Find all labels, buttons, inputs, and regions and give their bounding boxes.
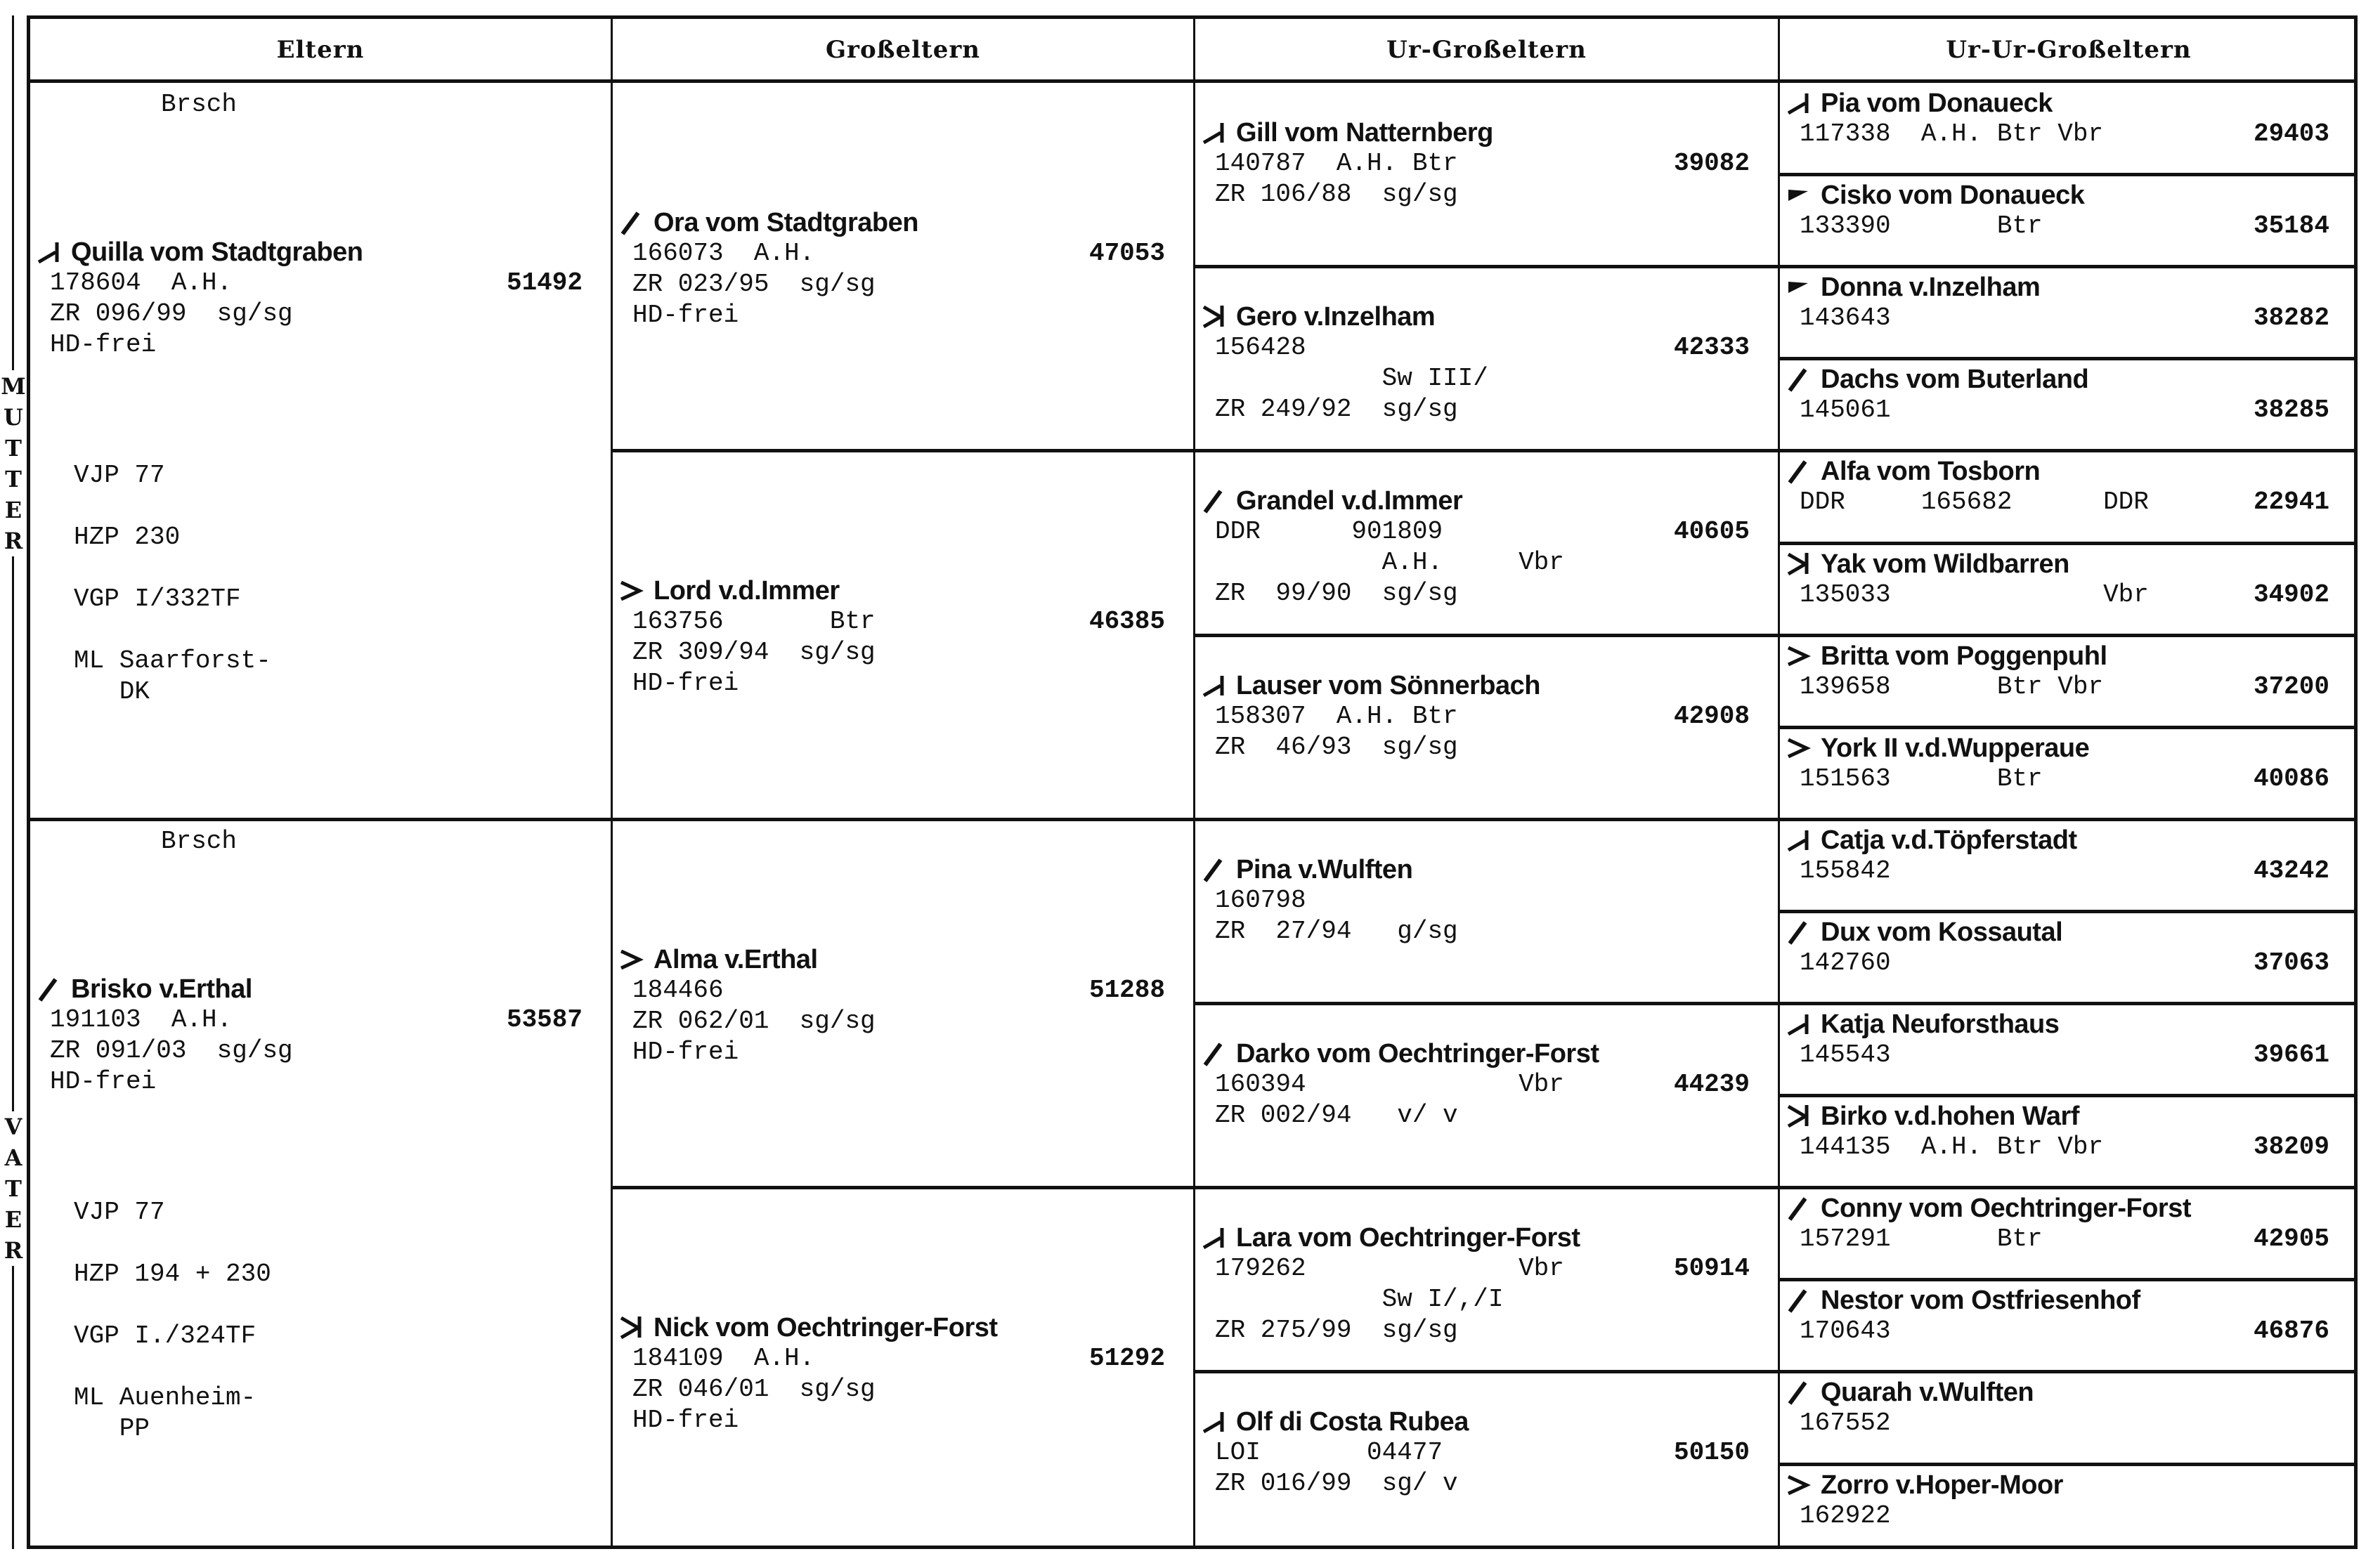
achievement: ML Saarforst- xyxy=(74,646,271,675)
dog-name-row xyxy=(1800,733,2329,764)
side-letter: E xyxy=(4,1206,22,1233)
detail-line xyxy=(1215,1499,1750,1530)
chevron-bar-icon xyxy=(1784,550,1816,578)
registration-text: 157291 Btr xyxy=(1800,1224,2043,1254)
dog-name-row xyxy=(1215,485,1750,516)
great-grandparent-cell xyxy=(1195,81,1778,265)
color-label: Brsch xyxy=(161,826,238,856)
registration-line xyxy=(1800,856,2329,887)
great-great-grandparent-cell xyxy=(1780,818,2358,910)
header-parents: Eltern xyxy=(276,36,365,64)
dog-name: Lauser vom Sönnerbach xyxy=(1236,670,1540,700)
stud-number: 46385 xyxy=(1088,607,1165,636)
slash-icon xyxy=(1784,457,1816,485)
chevron-icon xyxy=(1784,1471,1816,1499)
detail-line: A.H. Vbr xyxy=(1215,548,1564,577)
dog-entry xyxy=(1780,180,2358,242)
pedigree-table xyxy=(27,15,2358,1549)
dog-name: Quilla vom Stadtgraben xyxy=(71,237,363,267)
great-great-grandparent-cell xyxy=(1780,542,2358,634)
registration-line xyxy=(1800,672,2329,703)
detail-line: HD-frei xyxy=(50,330,157,359)
dog-name: Donna v.Inzelham xyxy=(1821,273,2041,303)
registration-line xyxy=(1215,1253,1750,1284)
dog-name-row xyxy=(1800,364,2329,395)
dog-entry xyxy=(1780,1285,2358,1347)
detail-line: ZR 46/93 sg/sg xyxy=(1215,732,1458,762)
registration-text: 162922 xyxy=(1800,1501,1891,1530)
slash-icon xyxy=(1784,1378,1816,1406)
dog-name-row xyxy=(1215,117,1750,148)
registration-line xyxy=(1800,1224,2329,1255)
stud-number: 37063 xyxy=(2253,948,2329,977)
registration-line xyxy=(1800,487,2329,518)
slash-bar-icon xyxy=(1199,119,1232,147)
stud-number: 39661 xyxy=(2253,1040,2329,1069)
registration-text: 184466 xyxy=(632,975,724,1005)
slash-icon xyxy=(1784,1286,1816,1314)
detail-line: ZR 27/94 g/sg xyxy=(1215,916,1458,946)
chevron-bar-icon xyxy=(1199,303,1232,331)
stud-number: 50150 xyxy=(1673,1438,1750,1468)
grandparent-cell xyxy=(613,81,1193,449)
stud-number: 38209 xyxy=(2253,1132,2329,1162)
registration-text: 184109 A.H. xyxy=(632,1344,815,1373)
dog-entry xyxy=(1780,1377,2358,1439)
stud-number: 37200 xyxy=(2253,672,2329,701)
registration-line xyxy=(1800,1408,2329,1439)
stud-number: 34902 xyxy=(2253,580,2329,609)
dog-entry xyxy=(613,1312,1193,1436)
great-great-grandparent-cell xyxy=(1780,1278,2358,1370)
detail-line: Sw III/ xyxy=(1215,364,1488,393)
header-grandparents: Großeltern xyxy=(826,36,980,64)
achievement: VGP I./324TF xyxy=(74,1321,256,1350)
dog-name-row xyxy=(1215,670,1750,701)
registration-line xyxy=(1800,395,2329,426)
registration-line xyxy=(1215,701,1750,732)
achievement: VJP 77 xyxy=(74,1197,165,1227)
dog-name-row xyxy=(1800,180,2329,211)
great-great-grandparent-cell xyxy=(1780,265,2358,357)
dog-entry xyxy=(1780,641,2358,703)
stud-number: 50914 xyxy=(1673,1254,1750,1283)
registration-text: 133390 Btr xyxy=(1800,211,2043,241)
great-great-grandparent-cell xyxy=(1780,1370,2358,1462)
achievement: ML Auenheim- xyxy=(74,1383,256,1412)
dog-entry xyxy=(1195,1038,1778,1162)
side-letter: U xyxy=(4,404,23,431)
dog-entry xyxy=(1780,917,2358,979)
detail-line xyxy=(1215,1131,1750,1162)
great-great-grandparent-cell xyxy=(1780,634,2358,726)
great-grandparent-cell xyxy=(1195,634,1778,818)
dog-name-row xyxy=(1800,549,2329,580)
dog-name-row xyxy=(632,944,1165,975)
stud-number: 42333 xyxy=(1673,333,1750,362)
registration-text: 163756 Btr xyxy=(632,607,876,636)
chevron-icon xyxy=(617,577,649,605)
registration-line xyxy=(1215,148,1750,179)
dog-name: Nestor vom Ostfriesenhof xyxy=(1821,1286,2140,1316)
grandparent-cell xyxy=(613,1186,1193,1554)
dog-name: Britta vom Poggenpuhl xyxy=(1821,641,2107,671)
stud-number: 46876 xyxy=(2253,1317,2329,1346)
detail-line: ZR 046/01 sg/sg xyxy=(632,1375,876,1404)
registration-line xyxy=(1215,516,1750,547)
detail-line: ZR 106/88 sg/sg xyxy=(1215,180,1458,209)
dog-entry xyxy=(1780,456,2358,518)
stud-number: 39082 xyxy=(1673,149,1750,178)
dog-entry xyxy=(1195,670,1778,794)
stud-number: 53587 xyxy=(506,1005,583,1034)
side-letter: R xyxy=(4,1237,23,1264)
detail-line: HD-frei xyxy=(632,669,739,698)
dog-name-row xyxy=(1215,1222,1750,1253)
detail-line: ZR 002/94 v/ v xyxy=(1215,1101,1458,1130)
detail-line: ZR 309/94 sg/sg xyxy=(632,638,876,667)
dog-entry xyxy=(1780,1009,2358,1071)
registration-text: 156428 xyxy=(1215,333,1306,362)
dog-entry xyxy=(1780,1470,2358,1531)
registration-line xyxy=(632,1343,1165,1374)
slash-bar-icon xyxy=(1199,672,1232,700)
registration-line xyxy=(1215,1437,1750,1468)
dog-name-row xyxy=(1800,1193,2329,1224)
dog-name: Birko v.d.hohen Warf xyxy=(1821,1102,2079,1132)
registration-text: 179262 Vbr xyxy=(1215,1254,1564,1283)
dog-name-row xyxy=(632,575,1165,606)
detail-line: ZR 062/01 sg/sg xyxy=(632,1006,876,1035)
dog-entry xyxy=(1195,1222,1778,1346)
dog-entry xyxy=(1195,301,1778,425)
registration-text: 117338 A.H. Btr Vbr xyxy=(1800,119,2104,148)
dog-name: Catja v.d.Töpferstadt xyxy=(1821,825,2077,855)
dog-entry xyxy=(1780,733,2358,795)
achievement: HZP 230 xyxy=(74,523,181,551)
dog-name-row xyxy=(1215,301,1750,332)
stud-number: 38285 xyxy=(2253,396,2329,425)
dog-entry xyxy=(1195,117,1778,241)
detail-line: ZR 091/03 sg/sg xyxy=(50,1035,293,1065)
registration-line xyxy=(1800,211,2329,242)
registration-text: 155842 xyxy=(1800,856,1891,885)
side-letter: T xyxy=(5,466,22,492)
slash-bar-icon xyxy=(1784,89,1816,117)
dog-name-row xyxy=(1800,456,2329,487)
detail-line: ZR 016/99 sg/ v xyxy=(1215,1469,1458,1498)
side-rule xyxy=(12,15,14,370)
registration-text: 140787 A.H. Btr xyxy=(1215,149,1458,178)
registration-line xyxy=(50,268,583,299)
stud-number: 40086 xyxy=(2253,764,2329,793)
registration-text: 170643 xyxy=(1800,1317,1891,1346)
dog-name: Ora vom Stadtgraben xyxy=(654,208,918,237)
registration-text: 143643 xyxy=(1800,303,1891,333)
registration-line xyxy=(1800,303,2329,334)
stud-number: 42908 xyxy=(1673,701,1750,731)
dog-name: Conny vom Oechtringer-Forst xyxy=(1821,1194,2191,1224)
great-great-grandparent-cell xyxy=(1780,173,2358,265)
dog-entry xyxy=(613,575,1193,699)
parent-cell-mother xyxy=(30,81,611,818)
dog-name-row xyxy=(1215,854,1750,885)
great-great-grandparent-cell xyxy=(1780,81,2358,173)
dog-entry xyxy=(1780,549,2358,610)
side-letter: M xyxy=(1,373,26,400)
dog-name: Yak vom Wildbarren xyxy=(1821,549,2069,579)
dog-entry xyxy=(613,207,1193,331)
dog-name-row xyxy=(1800,1470,2329,1501)
stud-number: 51288 xyxy=(1088,975,1165,1005)
dog-entry xyxy=(30,974,611,1097)
great-great-grandparent-cell xyxy=(1780,726,2358,818)
parent-cell-father xyxy=(30,818,611,1555)
registration-text: DDR 901809 xyxy=(1215,517,1443,547)
great-great-grandparent-cell xyxy=(1780,357,2358,449)
registration-line xyxy=(1800,1316,2329,1347)
slash-bar-icon xyxy=(1199,1408,1232,1436)
registration-text: 139658 Btr Vbr xyxy=(1800,672,2104,701)
stud-number: 22941 xyxy=(2253,488,2329,517)
dog-name-row xyxy=(1800,1101,2329,1132)
dog-entry xyxy=(1780,825,2358,887)
slash-bar-icon xyxy=(34,238,67,266)
registration-text: DDR 165682 DDR xyxy=(1800,488,2149,517)
registration-line xyxy=(632,606,1165,637)
dog-name: York II v.d.Wupperaue xyxy=(1821,733,2090,763)
dog-name-row xyxy=(1800,917,2329,948)
registration-text: 145543 xyxy=(1800,1040,1891,1069)
registration-text: 166073 A.H. xyxy=(632,239,815,268)
registration-line xyxy=(1215,1069,1750,1100)
dog-name-row xyxy=(632,1312,1165,1343)
slash-icon xyxy=(1784,918,1816,946)
dog-name: Zorro v.Hoper-Moor xyxy=(1821,1470,2063,1500)
stud-number: 29403 xyxy=(2253,119,2329,148)
dog-name: Darko vom Oechtringer-Forst xyxy=(1236,1039,1599,1069)
stud-number: 38282 xyxy=(2253,303,2329,333)
side-letter: T xyxy=(5,435,22,462)
registration-text: 135033 Vbr xyxy=(1800,580,2149,609)
registration-text: 145061 xyxy=(1800,396,1891,425)
dog-name-row xyxy=(1800,272,2329,303)
detail-line: HD-frei xyxy=(632,1037,739,1066)
dog-entry xyxy=(1780,272,2358,334)
registration-line xyxy=(1800,948,2329,979)
registration-line xyxy=(1215,885,1750,916)
dog-entry xyxy=(30,237,611,360)
side-letter: R xyxy=(4,528,23,554)
detail-line: HD-frei xyxy=(50,1066,157,1096)
stud-number: 42905 xyxy=(2253,1224,2329,1254)
dog-name: Lord v.d.Immer xyxy=(654,576,840,606)
stud-number: 43242 xyxy=(2253,856,2329,885)
dog-name: Gill vom Natternberg xyxy=(1236,118,1493,148)
chevron-icon xyxy=(1784,642,1816,670)
slash-icon xyxy=(1199,1040,1232,1068)
dog-name-row xyxy=(1215,1038,1750,1069)
dog-name: Alfa vom Tosborn xyxy=(1821,457,2041,487)
registration-line xyxy=(1800,764,2329,795)
dog-name: Alma v.Erthal xyxy=(654,944,818,974)
chevron-bar-icon xyxy=(617,1314,649,1342)
side-letter: T xyxy=(5,1175,22,1202)
registration-text: 167552 xyxy=(1800,1409,1891,1438)
achievement: VJP 77 xyxy=(74,461,165,490)
detail-line xyxy=(1215,763,1750,794)
detail-line: ZR 249/92 sg/sg xyxy=(1215,395,1458,424)
registration-line xyxy=(1800,1040,2329,1071)
slash-bar-icon xyxy=(1784,1010,1816,1038)
registration-line xyxy=(632,975,1165,1006)
great-grandparent-cell xyxy=(1195,1186,1778,1370)
stud-number: 40605 xyxy=(1673,517,1750,547)
registration-line xyxy=(1800,1132,2329,1163)
great-great-grandparent-cell xyxy=(1780,449,2358,541)
great-great-grandparent-cell xyxy=(1780,1463,2358,1555)
great-grandparent-cell xyxy=(1195,265,1778,449)
registration-line xyxy=(1800,580,2329,610)
slash-icon xyxy=(1784,365,1816,393)
detail-line: ZR 096/99 sg/sg xyxy=(50,299,293,328)
dog-name: Dux vom Kossautal xyxy=(1821,917,2063,947)
header-great-great-grandparents: Ur-Ur-Großeltern xyxy=(1946,36,2192,64)
detail-line: ZR 023/95 sg/sg xyxy=(632,270,876,299)
stud-number: 47053 xyxy=(1088,239,1165,268)
dog-name-row xyxy=(1800,1009,2329,1040)
dog-name: Quarah v.Wulften xyxy=(1821,1378,2034,1408)
registration-text: 151563 Btr xyxy=(1800,764,2043,793)
stud-number: 44239 xyxy=(1673,1070,1750,1099)
dog-name-row xyxy=(1800,1285,2329,1316)
registration-text: 158307 A.H. Btr xyxy=(1215,701,1458,731)
side-letter: V xyxy=(4,1113,22,1140)
great-great-grandparent-cell xyxy=(1780,1002,2358,1094)
dog-name: Katja Neuforsthaus xyxy=(1821,1010,2060,1039)
great-grandparent-cell xyxy=(1195,449,1778,633)
dog-entry xyxy=(1780,1101,2358,1163)
slash-icon xyxy=(1784,1194,1816,1222)
dog-name: Cisko vom Donaueck xyxy=(1821,181,2085,211)
registration-line xyxy=(1215,332,1750,363)
registration-text: 178604 A.H. xyxy=(50,268,233,297)
dog-name: Olf di Costa Rubea xyxy=(1236,1407,1469,1437)
side-rule xyxy=(12,816,14,1111)
dog-name: Lara vom Oechtringer-Forst xyxy=(1236,1223,1580,1253)
slash-bar-icon xyxy=(1199,1224,1232,1252)
registration-text: 160798 xyxy=(1215,885,1306,915)
registration-text: 142760 xyxy=(1800,948,1891,977)
side-letter: E xyxy=(4,497,22,523)
registration-text: LOI 04477 xyxy=(1215,1438,1443,1468)
dog-name-row xyxy=(1800,825,2329,856)
registration-text: 191103 A.H. xyxy=(50,1005,233,1034)
slash-bar-icon xyxy=(1784,826,1816,854)
detail-line xyxy=(1215,210,1750,241)
achievement: PP xyxy=(74,1413,150,1443)
dog-name-row xyxy=(1800,1377,2329,1408)
dog-entry xyxy=(1195,1406,1778,1530)
chevron-icon xyxy=(1784,734,1816,762)
stud-number: 51292 xyxy=(1088,1344,1165,1373)
dog-name-row xyxy=(1215,1406,1750,1437)
side-rule xyxy=(12,1266,14,1549)
great-grandparent-cell xyxy=(1195,818,1778,1002)
registration-line xyxy=(632,238,1165,269)
registration-line xyxy=(50,1005,583,1035)
dog-entry xyxy=(1780,1193,2358,1255)
detail-line xyxy=(1215,947,1750,978)
wedge-icon xyxy=(1784,181,1816,209)
great-grandparent-cell xyxy=(1195,1002,1778,1186)
dog-name: Pia vom Donaueck xyxy=(1821,89,2053,118)
header-great-grandparents: Ur-Großeltern xyxy=(1386,36,1587,64)
dog-name-row xyxy=(50,237,583,268)
dog-name: Nick vom Oechtringer-Forst xyxy=(654,1313,998,1343)
registration-text: 160394 Vbr xyxy=(1215,1070,1564,1099)
achievement: DK xyxy=(74,677,150,706)
chevron-icon xyxy=(617,946,649,974)
dog-entry xyxy=(1195,485,1778,609)
chevron-bar-icon xyxy=(1784,1102,1816,1130)
dog-entry xyxy=(1195,854,1778,978)
dog-name: Pina v.Wulften xyxy=(1236,854,1413,884)
slash-icon xyxy=(34,975,67,1003)
detail-line: HD-frei xyxy=(632,1406,739,1435)
detail-line: ZR 275/99 sg/sg xyxy=(1215,1316,1458,1345)
dog-name: Brisko v.Erthal xyxy=(71,974,252,1004)
dog-entry xyxy=(1780,88,2358,150)
great-great-grandparent-cell xyxy=(1780,1186,2358,1278)
achievement: HZP 194 + 230 xyxy=(74,1259,271,1288)
dog-name-row xyxy=(1800,88,2329,119)
stud-number: 35184 xyxy=(2253,211,2329,241)
dog-name-row xyxy=(632,207,1165,238)
detail-line: ZR 99/90 sg/sg xyxy=(1215,579,1458,608)
dog-name-row xyxy=(50,974,583,1005)
achievement: VGP I/332TF xyxy=(74,584,241,613)
great-grandparent-cell xyxy=(1195,1370,1778,1554)
dog-name: Gero v.Inzelham xyxy=(1236,302,1436,332)
dog-name: Dachs vom Buterland xyxy=(1821,365,2089,395)
great-great-grandparent-cell xyxy=(1780,910,2358,1002)
side-rule xyxy=(12,556,14,816)
wedge-icon xyxy=(1784,273,1816,301)
detail-line: Sw I/,/I xyxy=(1215,1285,1504,1314)
slash-icon xyxy=(1199,487,1232,515)
slash-icon xyxy=(617,209,649,237)
side-letter: A xyxy=(4,1144,22,1171)
dog-name: Grandel v.d.Immer xyxy=(1236,486,1463,516)
registration-line xyxy=(1800,1501,2329,1531)
grandparent-cell xyxy=(613,818,1193,1186)
great-great-grandparent-cell xyxy=(1780,1094,2358,1186)
color-label: Brsch xyxy=(161,90,238,119)
registration-text: 144135 A.H. Btr Vbr xyxy=(1800,1132,2104,1162)
detail-line: HD-frei xyxy=(632,301,739,329)
registration-line xyxy=(1800,119,2329,150)
slash-icon xyxy=(1199,856,1232,884)
dog-entry xyxy=(1780,364,2358,426)
dog-entry xyxy=(613,944,1193,1068)
grandparent-cell xyxy=(613,449,1193,817)
stud-number: 51492 xyxy=(506,268,583,297)
dog-name-row xyxy=(1800,641,2329,672)
